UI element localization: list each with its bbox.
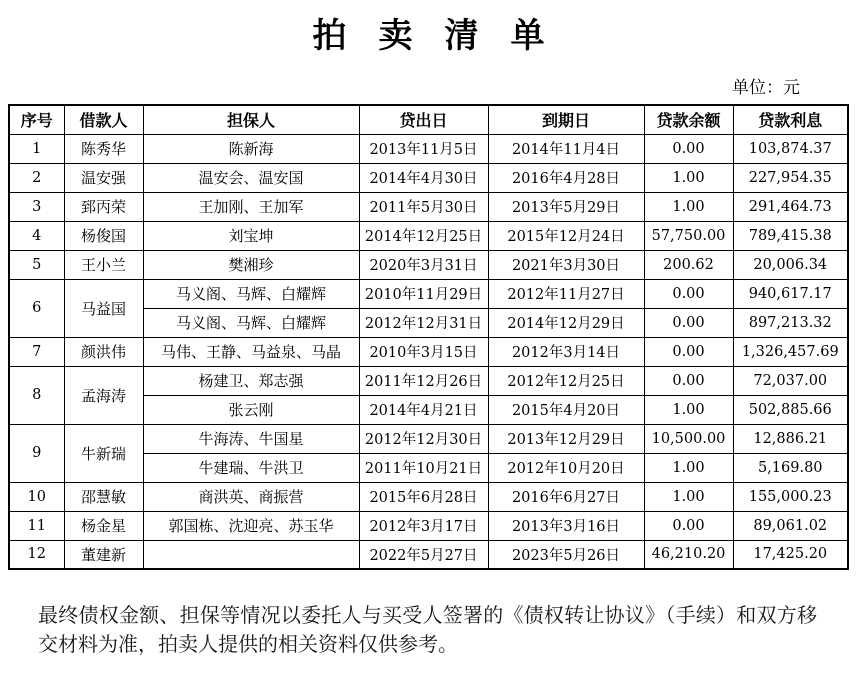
cell-loan-date: 2020年3月31日 (359, 250, 488, 279)
cell-borrower: 颜洪伟 (64, 337, 143, 366)
cell-loan-date: 2014年12月25日 (359, 221, 488, 250)
cell-borrower: 陈秀华 (64, 134, 143, 163)
cell-borrower: 董建新 (64, 540, 143, 569)
cell-balance: 0.00 (644, 337, 733, 366)
cell-guarantor: 郭国栋、沈迎亮、苏玉华 (143, 511, 359, 540)
cell-interest: 72,037.00 (733, 366, 848, 395)
cell-interest: 89,061.02 (733, 511, 848, 540)
cell-interest: 17,425.20 (733, 540, 848, 569)
cell-interest: 103,874.37 (733, 134, 848, 163)
cell-interest: 940,617.17 (733, 279, 848, 308)
table-row (9, 192, 848, 221)
cell-loan-date: 2012年12月31日 (359, 308, 488, 337)
cell-due-date: 2012年10月20日 (488, 453, 644, 482)
cell-borrower: 杨金星 (64, 511, 143, 540)
cell-balance: 1.00 (644, 395, 733, 424)
cell-guarantor: 马义阁、马辉、白耀辉 (143, 279, 359, 308)
cell-interest: 155,000.23 (733, 482, 848, 511)
table-row (9, 134, 848, 163)
cell-loan-date: 2010年3月15日 (359, 337, 488, 366)
cell-balance: 1.00 (644, 482, 733, 511)
cell-balance: 0.00 (644, 366, 733, 395)
cell-borrower: 孟海涛 (64, 366, 143, 424)
cell-due-date: 2014年12月29日 (488, 308, 644, 337)
cell-due-date: 2015年4月20日 (488, 395, 644, 424)
cell-interest: 227,954.35 (733, 163, 848, 192)
cell-interest: 897,213.32 (733, 308, 848, 337)
cell-due-date: 2014年11月4日 (488, 134, 644, 163)
cell-no: 6 (9, 279, 64, 337)
cell-due-date: 2013年3月16日 (488, 511, 644, 540)
cell-interest: 20,006.34 (733, 250, 848, 279)
cell-no: 8 (9, 366, 64, 424)
cell-balance: 200.62 (644, 250, 733, 279)
cell-guarantor: 商洪英、商振营 (143, 482, 359, 511)
cell-no: 10 (9, 482, 64, 511)
table-row (9, 540, 848, 569)
cell-loan-date: 2014年4月30日 (359, 163, 488, 192)
cell-no: 9 (9, 424, 64, 482)
cell-borrower: 马益国 (64, 279, 143, 337)
cell-loan-date: 2012年12月30日 (359, 424, 488, 453)
column-header: 序号 (9, 105, 64, 134)
column-header: 到期日 (488, 105, 644, 134)
cell-no: 11 (9, 511, 64, 540)
table-row (9, 366, 848, 395)
table-row (9, 337, 848, 366)
cell-interest: 1,326,457.69 (733, 337, 848, 366)
cell-borrower: 牛新瑞 (64, 424, 143, 482)
cell-balance: 46,210.20 (644, 540, 733, 569)
column-header: 贷款利息 (733, 105, 848, 134)
footer-note: 最终债权金额、担保等情况以委托人与买受人签署的《债权转让协议》（手续）和双方移交材料为准，拍卖人提供的相关资料仅供参考。 (38, 605, 817, 656)
cell-due-date: 2013年5月29日 (488, 192, 644, 221)
cell-guarantor: 张云刚 (143, 395, 359, 424)
column-header: 借款人 (64, 105, 143, 134)
cell-borrower: 王小兰 (64, 250, 143, 279)
cell-due-date: 2021年3月30日 (488, 250, 644, 279)
cell-borrower: 邵慧敏 (64, 482, 143, 511)
cell-guarantor: 陈新海 (143, 134, 359, 163)
column-header: 贷款余额 (644, 105, 733, 134)
cell-loan-date: 2013年11月5日 (359, 134, 488, 163)
cell-balance: 0.00 (644, 134, 733, 163)
table-row (9, 482, 848, 511)
cell-guarantor: 王加刚、王加军 (143, 192, 359, 221)
cell-loan-date: 2011年10月21日 (359, 453, 488, 482)
cell-due-date: 2015年12月24日 (488, 221, 644, 250)
cell-borrower: 杨俊国 (64, 221, 143, 250)
cell-loan-date: 2012年3月17日 (359, 511, 488, 540)
table-header-row (9, 105, 848, 134)
cell-guarantor: 牛海涛、牛国星 (143, 424, 359, 453)
cell-interest: 291,464.73 (733, 192, 848, 221)
table-row (9, 424, 848, 453)
page-title: 拍卖清单 (312, 18, 577, 55)
cell-loan-date: 2011年12月26日 (359, 366, 488, 395)
cell-guarantor: 樊湘珍 (143, 250, 359, 279)
cell-balance: 57,750.00 (644, 221, 733, 250)
cell-due-date: 2012年12月25日 (488, 366, 644, 395)
table-row (9, 511, 848, 540)
cell-guarantor: 马伟、王静、马益泉、马晶 (143, 337, 359, 366)
cell-no: 4 (9, 221, 64, 250)
column-header: 担保人 (143, 105, 359, 134)
cell-guarantor: 刘宝坤 (143, 221, 359, 250)
cell-interest: 5,169.80 (733, 453, 848, 482)
cell-no: 3 (9, 192, 64, 221)
cell-interest: 789,415.38 (733, 221, 848, 250)
table-row (9, 279, 848, 308)
cell-due-date: 2012年3月14日 (488, 337, 644, 366)
cell-loan-date: 2010年11月29日 (359, 279, 488, 308)
cell-due-date: 2016年4月28日 (488, 163, 644, 192)
cell-no: 5 (9, 250, 64, 279)
cell-balance: 1.00 (644, 453, 733, 482)
cell-balance: 1.00 (644, 163, 733, 192)
cell-guarantor: 温安会、温安国 (143, 163, 359, 192)
column-header: 贷出日 (359, 105, 488, 134)
cell-balance: 1.00 (644, 192, 733, 221)
cell-due-date: 2023年5月26日 (488, 540, 644, 569)
cell-balance: 0.00 (644, 308, 733, 337)
cell-interest: 12,886.21 (733, 424, 848, 453)
cell-guarantor: 马义阁、马辉、白耀辉 (143, 308, 359, 337)
table-row (9, 163, 848, 192)
cell-no: 12 (9, 540, 64, 569)
cell-due-date: 2013年12月29日 (488, 424, 644, 453)
table-row (9, 221, 848, 250)
cell-due-date: 2016年6月27日 (488, 482, 644, 511)
cell-balance: 10,500.00 (644, 424, 733, 453)
cell-loan-date: 2015年6月28日 (359, 482, 488, 511)
cell-interest: 502,885.66 (733, 395, 848, 424)
cell-guarantor: 杨建卫、郑志强 (143, 366, 359, 395)
cell-no: 1 (9, 134, 64, 163)
table-row (9, 250, 848, 279)
cell-loan-date: 2011年5月30日 (359, 192, 488, 221)
cell-loan-date: 2022年5月27日 (359, 540, 488, 569)
cell-balance: 0.00 (644, 279, 733, 308)
cell-no: 7 (9, 337, 64, 366)
cell-due-date: 2012年11月27日 (488, 279, 644, 308)
cell-borrower: 郅丙荣 (64, 192, 143, 221)
cell-loan-date: 2014年4月21日 (359, 395, 488, 424)
auction-table (8, 104, 849, 570)
unit-label: 单位：元 (732, 78, 800, 97)
cell-balance: 0.00 (644, 511, 733, 540)
cell-borrower: 温安强 (64, 163, 143, 192)
cell-guarantor (143, 540, 359, 569)
cell-guarantor: 牛建瑞、牛洪卫 (143, 453, 359, 482)
cell-no: 2 (9, 163, 64, 192)
